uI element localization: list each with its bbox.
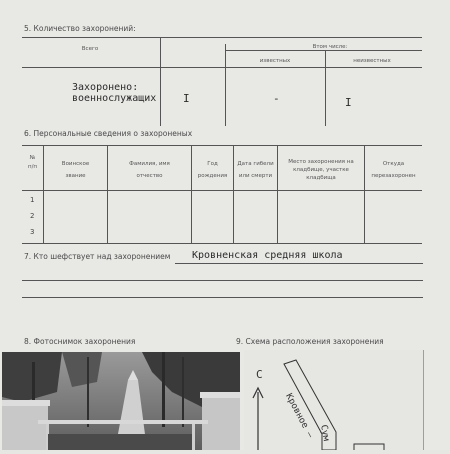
table5-sub-border: [225, 50, 422, 51]
location-scheme: [244, 350, 424, 450]
col-unknown-label: неизвестных: [353, 58, 391, 64]
patron-underline: [175, 263, 423, 264]
table5-divider-2: [225, 44, 226, 126]
col-including-label: Втом числе:: [312, 44, 348, 50]
col-total-label: Всего: [81, 46, 99, 52]
col-rank-header: Воинское звание: [61, 161, 90, 179]
buried-servicemen-label: военнослужащих: [72, 93, 157, 104]
unknown-value: I: [345, 96, 352, 109]
grave-photo: [2, 352, 240, 450]
north-label: С: [256, 368, 263, 381]
col-death-date-header: Дата гибели или смерти: [237, 161, 274, 179]
section9-title: 9. Схема расположения захоронения: [236, 337, 384, 346]
section8-title: 8. Фотоснимок захоронения: [24, 337, 136, 346]
col-burial-place-header: Место захоронения на кладбище, участке кладбища: [288, 159, 354, 181]
row-number-2: 2: [30, 212, 35, 220]
road-label-2: Сум: [318, 424, 331, 442]
section5-title: 5. Количество захоронений:: [24, 24, 136, 33]
table6-top-border: [22, 145, 422, 146]
buried-label: Захоронено:: [72, 82, 139, 93]
section7-label: 7. Кто шефствует над захоронением: [24, 252, 171, 261]
grave-photo-image: [2, 352, 240, 450]
row-number-3: 3: [30, 228, 35, 236]
known-value: -: [273, 92, 280, 105]
table5-divider-1: [160, 38, 161, 126]
table5-divider-3: [325, 51, 326, 126]
col-number-header: № п/п: [27, 155, 38, 170]
section6-title: 6. Персональные сведения о захороненых: [24, 129, 193, 138]
road-label-1: Кровное –: [283, 392, 315, 440]
col-birth-year-header: Год рождения: [197, 161, 228, 179]
table5-top-border: [22, 37, 422, 38]
table5-header-bottom: [22, 67, 422, 68]
blank-line-2: [22, 297, 423, 298]
total-value: I: [183, 92, 190, 105]
row-number-1: 1: [30, 196, 35, 204]
col-name-header: Фамилия, имя отчество: [129, 161, 170, 179]
col-reburied-from-header: Откуда перезахоронен: [371, 161, 416, 179]
table6-header-bottom: [22, 190, 422, 191]
scheme-drawing: [244, 350, 424, 450]
col-known-label: известных: [259, 58, 291, 64]
patron-value: Кровненская средняя школа: [192, 250, 343, 261]
table6-bottom-border: [22, 243, 422, 244]
blank-line-1: [22, 280, 423, 281]
